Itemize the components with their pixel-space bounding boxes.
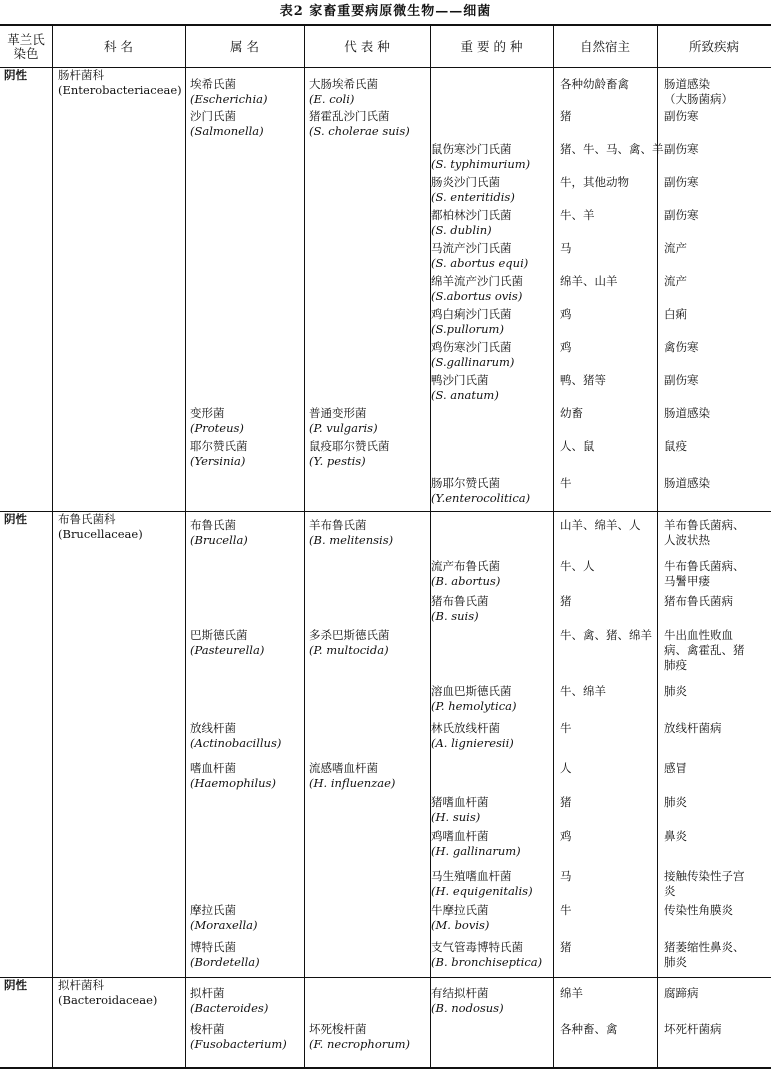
genus-cell [190, 903, 258, 933]
host-cell [560, 721, 572, 736]
family-cell-line: (Brucellaceae) [58, 527, 143, 541]
genus-cell-line: 博特氏菌 [190, 940, 236, 954]
disease-cell-line: 肺疫 [664, 658, 687, 672]
disease-cell [664, 940, 745, 970]
rep-cell-line: 猪霍乱沙门氏菌 [309, 109, 390, 123]
disease-cell-line: 腐蹄病 [664, 986, 699, 1000]
imp-cell-line: 都柏林沙门氏菌 [431, 208, 512, 222]
imp-cell-line: 肠耶尔赞氏菌 [431, 476, 500, 490]
host-cell [560, 476, 572, 491]
host-cell [560, 559, 595, 574]
disease-cell-line: 肺炎 [664, 795, 687, 809]
disease-cell-line: 病、禽霍乱、猪 [664, 643, 745, 657]
disease-cell-line: 副伤寒 [664, 109, 699, 123]
imp-cell-line: (S.gallinarum) [431, 355, 515, 369]
rep-cell [309, 518, 393, 548]
disease-cell-line: 猪萎缩性鼻炎、 [664, 940, 745, 954]
host-cell-line: 人 [560, 761, 572, 775]
disease-cell [664, 1022, 722, 1037]
genus-cell [190, 406, 244, 436]
host-cell-line: 牛，其他动物 [560, 175, 629, 189]
disease-cell-line: 马鬐甲瘘 [664, 574, 710, 588]
imp-cell-line: (H. gallinarum) [431, 844, 521, 858]
family-cell [58, 68, 182, 98]
imp-cell-line: 鼠伤寒沙门氏菌 [431, 142, 512, 156]
disease-cell [664, 869, 745, 899]
genus-cell-line: 沙门氏菌 [190, 109, 236, 123]
host-cell-line: 人、鼠 [560, 439, 595, 453]
column-divider-rule [553, 25, 554, 1068]
imp-cell [431, 241, 528, 271]
host-cell-line: 牛、禽、猪、绵羊 [560, 628, 652, 642]
column-header: 科 名 [104, 39, 133, 54]
disease-cell-line: 牛布鲁氏菌病、 [664, 559, 745, 573]
genus-cell-line: 埃希氏菌 [190, 77, 236, 91]
imp-cell [431, 476, 530, 506]
imp-cell [431, 940, 542, 970]
host-cell-line: 牛 [560, 476, 572, 490]
imp-cell-line: (P. hemolytica) [431, 699, 517, 713]
disease-cell [664, 109, 699, 124]
host-cell [560, 406, 583, 421]
disease-cell-line: 猪布鲁氏菌病 [664, 594, 733, 608]
host-cell [560, 795, 572, 810]
disease-cell-line: 牛出血性败血 [664, 628, 733, 642]
rep-cell-line: 大肠埃希氏菌 [309, 77, 378, 91]
rep-cell-line: 羊布鲁氏菌 [309, 518, 367, 532]
host-cell [560, 307, 572, 322]
host-cell-line: 各种畜、禽 [560, 1022, 618, 1036]
genus-cell-line: (Fusobacterium) [190, 1037, 287, 1051]
imp-cell-line: 猪嗜血杆菌 [431, 795, 489, 809]
host-cell-line: 鸡 [560, 340, 572, 354]
host-cell [560, 518, 641, 533]
disease-cell-line: 传染性角膜炎 [664, 903, 733, 917]
host-cell [560, 373, 606, 388]
disease-cell-line: 鼻炎 [664, 829, 687, 843]
genus-cell [190, 518, 248, 548]
imp-cell [431, 307, 512, 337]
disease-cell [664, 175, 699, 190]
imp-cell-line: (B. nodosus) [431, 1001, 504, 1015]
host-cell-line: 马 [560, 241, 572, 255]
imp-cell-line: 绵羊流产沙门氏菌 [431, 274, 523, 288]
rep-cell-line: 多杀巴斯德氏菌 [309, 628, 390, 642]
genus-cell [190, 761, 276, 791]
imp-cell-line: (B. bronchiseptica) [431, 955, 543, 969]
imp-cell-line: (M. bovis) [431, 918, 490, 932]
imp-cell-line: (B. abortus) [431, 574, 501, 588]
disease-cell-line: 放线杆菌病 [664, 721, 722, 735]
rep-cell-line: (F. necrophorum) [309, 1037, 411, 1051]
host-cell-line: 绵羊 [560, 986, 583, 1000]
host-cell [560, 109, 572, 124]
host-cell-line: 鸡 [560, 829, 572, 843]
genus-cell-line: 梭杆菌 [190, 1022, 225, 1036]
column-divider-rule [657, 25, 658, 1068]
imp-cell [431, 274, 523, 304]
gram-stain-cell: 阴性 [4, 68, 27, 82]
disease-cell-line: 炎 [664, 884, 676, 898]
genus-cell [190, 628, 264, 658]
disease-cell-line: 肠道感染 [664, 77, 710, 91]
host-cell-line: 牛、人 [560, 559, 595, 573]
table-bottom-rule [0, 1067, 771, 1069]
host-cell [560, 986, 583, 1001]
imp-cell-line: (A. lignieresii) [431, 736, 514, 750]
family-cell-line: (Enterobacteriaceae) [58, 83, 182, 97]
genus-cell [190, 439, 248, 469]
disease-cell-line: 副伤寒 [664, 175, 699, 189]
column-header: 属 名 [230, 39, 259, 54]
family-cell-line: 肠杆菌科 [58, 68, 104, 82]
genus-cell-line: (Bacteroides) [190, 1001, 269, 1015]
rep-cell-line: 流感嗜血杆菌 [309, 761, 378, 775]
disease-cell-line: 坏死杆菌病 [664, 1022, 722, 1036]
host-cell [560, 77, 629, 92]
disease-cell-line: 肠道感染 [664, 406, 710, 420]
host-cell-line: 山羊、绵羊、人 [560, 518, 641, 532]
column-header: 重 要 的 种 [460, 39, 523, 54]
genus-cell-line: 布鲁氏菌 [190, 518, 236, 532]
imp-cell [431, 869, 533, 899]
rep-cell [309, 628, 390, 658]
disease-cell [664, 208, 699, 223]
host-cell [560, 903, 572, 918]
family-cell-line: (Bacteroidaceae) [58, 993, 158, 1007]
disease-cell [664, 986, 699, 1001]
rep-cell-line: 鼠疫耶尔赞氏菌 [309, 439, 390, 453]
genus-cell [190, 77, 267, 107]
imp-cell-line: (S. typhimurium) [431, 157, 531, 171]
disease-cell [664, 274, 687, 289]
genus-cell-line: 巴斯德氏菌 [190, 628, 248, 642]
imp-cell-line: (H. suis) [431, 810, 481, 824]
disease-cell [664, 795, 687, 810]
host-cell [560, 684, 606, 699]
disease-cell-line: 白痢 [664, 307, 687, 321]
disease-cell [664, 77, 733, 107]
genus-cell-line: (Haemophilus) [190, 776, 276, 790]
imp-cell-line: (S.pullorum) [431, 322, 504, 336]
host-cell [560, 439, 595, 454]
genus-cell [190, 940, 260, 970]
disease-cell [664, 373, 699, 388]
disease-cell-line: 接触传染性子宫 [664, 869, 745, 883]
genus-cell-line: (Escherichia) [190, 92, 268, 106]
rep-cell-line: (P. multocida) [309, 643, 389, 657]
imp-cell-line: (S. dublin) [431, 223, 492, 237]
rep-cell [309, 761, 395, 791]
disease-cell [664, 721, 722, 736]
disease-cell-line: 肠道感染 [664, 476, 710, 490]
genus-cell-line: (Actinobacillus) [190, 736, 282, 750]
genus-cell [190, 986, 268, 1016]
host-cell-line: 牛、羊 [560, 208, 595, 222]
imp-cell-line: (S. anatum) [431, 388, 499, 402]
host-cell [560, 761, 572, 776]
imp-cell-line: 鸡白痢沙门氏菌 [431, 307, 512, 321]
imp-cell [431, 721, 514, 751]
host-cell [560, 241, 572, 256]
imp-cell-line: (S. enteritidis) [431, 190, 515, 204]
rep-cell [309, 1022, 410, 1052]
family-cell [58, 978, 157, 1008]
genus-cell-line: 拟杆菌 [190, 986, 225, 1000]
disease-cell [664, 628, 745, 673]
rep-cell [309, 439, 390, 469]
family-cell-line: 拟杆菌科 [58, 978, 104, 992]
disease-cell [664, 142, 699, 157]
host-cell-line: 猪、牛、马、禽、羊 [560, 142, 664, 156]
genus-cell-line: 嗜血杆菌 [190, 761, 236, 775]
disease-cell-line: 感冒 [664, 761, 687, 775]
genus-cell-line: 摩拉氏菌 [190, 903, 236, 917]
host-cell-line: 马 [560, 869, 572, 883]
host-cell-line: 牛 [560, 903, 572, 917]
imp-cell [431, 594, 489, 624]
imp-cell [431, 829, 521, 859]
rep-cell-line: (Y. pestis) [309, 454, 366, 468]
genus-cell-line: 耶尔赞氏菌 [190, 439, 248, 453]
imp-cell [431, 903, 489, 933]
genus-cell-line: (Pasteurella) [190, 643, 265, 657]
host-cell [560, 208, 595, 223]
imp-cell-line: 支气管毒博特氏菌 [431, 940, 523, 954]
host-cell-line: 鸡 [560, 307, 572, 321]
host-cell [560, 940, 572, 955]
genus-cell-line: 变形菌 [190, 406, 225, 420]
disease-cell [664, 559, 745, 589]
rep-cell-line: (E. coli) [309, 92, 355, 106]
imp-cell [431, 795, 489, 825]
genus-cell-line: (Salmonella) [190, 124, 264, 138]
imp-cell [431, 208, 512, 238]
host-cell-line: 猪 [560, 594, 572, 608]
host-cell-line: 猪 [560, 109, 572, 123]
host-cell-line: 牛、绵羊 [560, 684, 606, 698]
column-divider-rule [52, 25, 53, 1068]
host-cell-line: 猪 [560, 940, 572, 954]
disease-cell [664, 439, 687, 454]
imp-cell-line: 有结拟杆菌 [431, 986, 489, 1000]
genus-cell-line: (Moraxella) [190, 918, 258, 932]
disease-cell-line: 副伤寒 [664, 373, 699, 387]
column-header: 所致疾病 [688, 39, 739, 54]
rep-cell [309, 406, 378, 436]
disease-cell [664, 684, 687, 699]
disease-cell-line: 羊布鲁氏菌病、 [664, 518, 745, 532]
imp-cell-line: 林氏放线杆菌 [431, 721, 500, 735]
family-cell [58, 512, 143, 542]
disease-cell [664, 340, 699, 355]
rep-cell-line: (S. cholerae suis) [309, 124, 410, 138]
host-cell-line: 各种幼龄畜禽 [560, 77, 629, 91]
imp-cell-line: (S.abortus ovis) [431, 289, 523, 303]
column-header: 革兰氏 染色 [7, 32, 45, 61]
disease-cell-line: 副伤寒 [664, 208, 699, 222]
imp-cell-line: (H. equigenitalis) [431, 884, 533, 898]
column-header: 自然宿主 [579, 39, 630, 54]
imp-cell-line: (S. abortus equi) [431, 256, 529, 270]
imp-cell-line: (Y.enterocolitica) [431, 491, 531, 505]
disease-cell [664, 829, 687, 844]
disease-cell-line: 禽伤寒 [664, 340, 699, 354]
imp-cell-line: (B. suis) [431, 609, 479, 623]
family-cell-line: 布鲁氏菌科 [58, 512, 116, 526]
disease-cell [664, 594, 733, 609]
imp-cell-line: 肠炎沙门氏菌 [431, 175, 500, 189]
table-top-rule [0, 24, 771, 26]
host-cell-line: 幼畜 [560, 406, 583, 420]
disease-cell [664, 761, 687, 776]
disease-cell [664, 476, 710, 491]
host-cell [560, 628, 652, 643]
genus-cell-line: 放线杆菌 [190, 721, 236, 735]
imp-cell-line: 猪布鲁氏菌 [431, 594, 489, 608]
disease-cell-line: 鼠疫 [664, 439, 687, 453]
imp-cell [431, 340, 514, 370]
disease-cell-line: 副伤寒 [664, 142, 699, 156]
imp-cell-line: 马流产沙门氏菌 [431, 241, 512, 255]
disease-cell-line: 人波状热 [664, 533, 710, 547]
genus-cell [190, 109, 264, 139]
host-cell [560, 869, 572, 884]
rep-cell-line: 坏死梭杆菌 [309, 1022, 367, 1036]
imp-cell [431, 684, 517, 714]
disease-cell-line: （大肠菌病） [664, 92, 733, 106]
genus-cell-line: (Brucella) [190, 533, 248, 547]
column-divider-rule [185, 25, 186, 1068]
host-cell-line: 鸭、猪等 [560, 373, 606, 387]
imp-cell-line: 流产布鲁氏菌 [431, 559, 500, 573]
genus-cell-line: (Proteus) [190, 421, 244, 435]
host-cell [560, 274, 618, 289]
disease-cell [664, 241, 687, 256]
imp-cell-line: 鸡嗜血杆菌 [431, 829, 489, 843]
imp-cell [431, 986, 504, 1016]
imp-cell-line: 溶血巴斯德氏菌 [431, 684, 512, 698]
imp-cell [431, 373, 499, 403]
table-title: 表2 家畜重要病原微生物——细菌 [279, 4, 492, 19]
disease-cell [664, 406, 710, 421]
disease-cell-line: 流产 [664, 274, 687, 288]
rep-cell [309, 109, 410, 139]
rep-cell-line: (P. vulgaris) [309, 421, 378, 435]
host-cell-line: 牛 [560, 721, 572, 735]
disease-cell-line: 流产 [664, 241, 687, 255]
host-cell [560, 175, 629, 190]
imp-cell-line: 马生殖嗜血杆菌 [431, 869, 512, 883]
gram-stain-cell: 阴性 [4, 512, 27, 526]
rep-cell-line: 普通变形菌 [309, 406, 367, 420]
column-header: 代 表 种 [344, 39, 390, 54]
disease-cell [664, 903, 733, 918]
disease-cell-line: 肺炎 [664, 684, 687, 698]
disease-cell [664, 307, 687, 322]
host-cell [560, 829, 572, 844]
host-cell [560, 142, 664, 157]
host-cell-line: 绵羊、山羊 [560, 274, 618, 288]
rep-cell-line: (H. influenzae) [309, 776, 396, 790]
host-cell-line: 猪 [560, 795, 572, 809]
imp-cell [431, 559, 500, 589]
genus-cell [190, 1022, 287, 1052]
imp-cell-line: 鸡伤寒沙门氏菌 [431, 340, 512, 354]
disease-cell-line: 肺炎 [664, 955, 687, 969]
imp-cell-line: 鸭沙门氏菌 [431, 373, 489, 387]
host-cell [560, 594, 572, 609]
host-cell [560, 1022, 618, 1037]
imp-cell-line: 牛摩拉氏菌 [431, 903, 489, 917]
genus-cell [190, 721, 281, 751]
host-cell [560, 340, 572, 355]
disease-cell [664, 518, 745, 548]
genus-cell-line: (Bordetella) [190, 955, 260, 969]
genus-cell-line: (Yersinia) [190, 454, 246, 468]
imp-cell [431, 142, 530, 172]
rep-cell-line: (B. melitensis) [309, 533, 394, 547]
column-divider-rule [304, 25, 305, 1068]
gram-stain-cell: 阴性 [4, 978, 27, 992]
imp-cell [431, 175, 515, 205]
rep-cell [309, 77, 378, 107]
